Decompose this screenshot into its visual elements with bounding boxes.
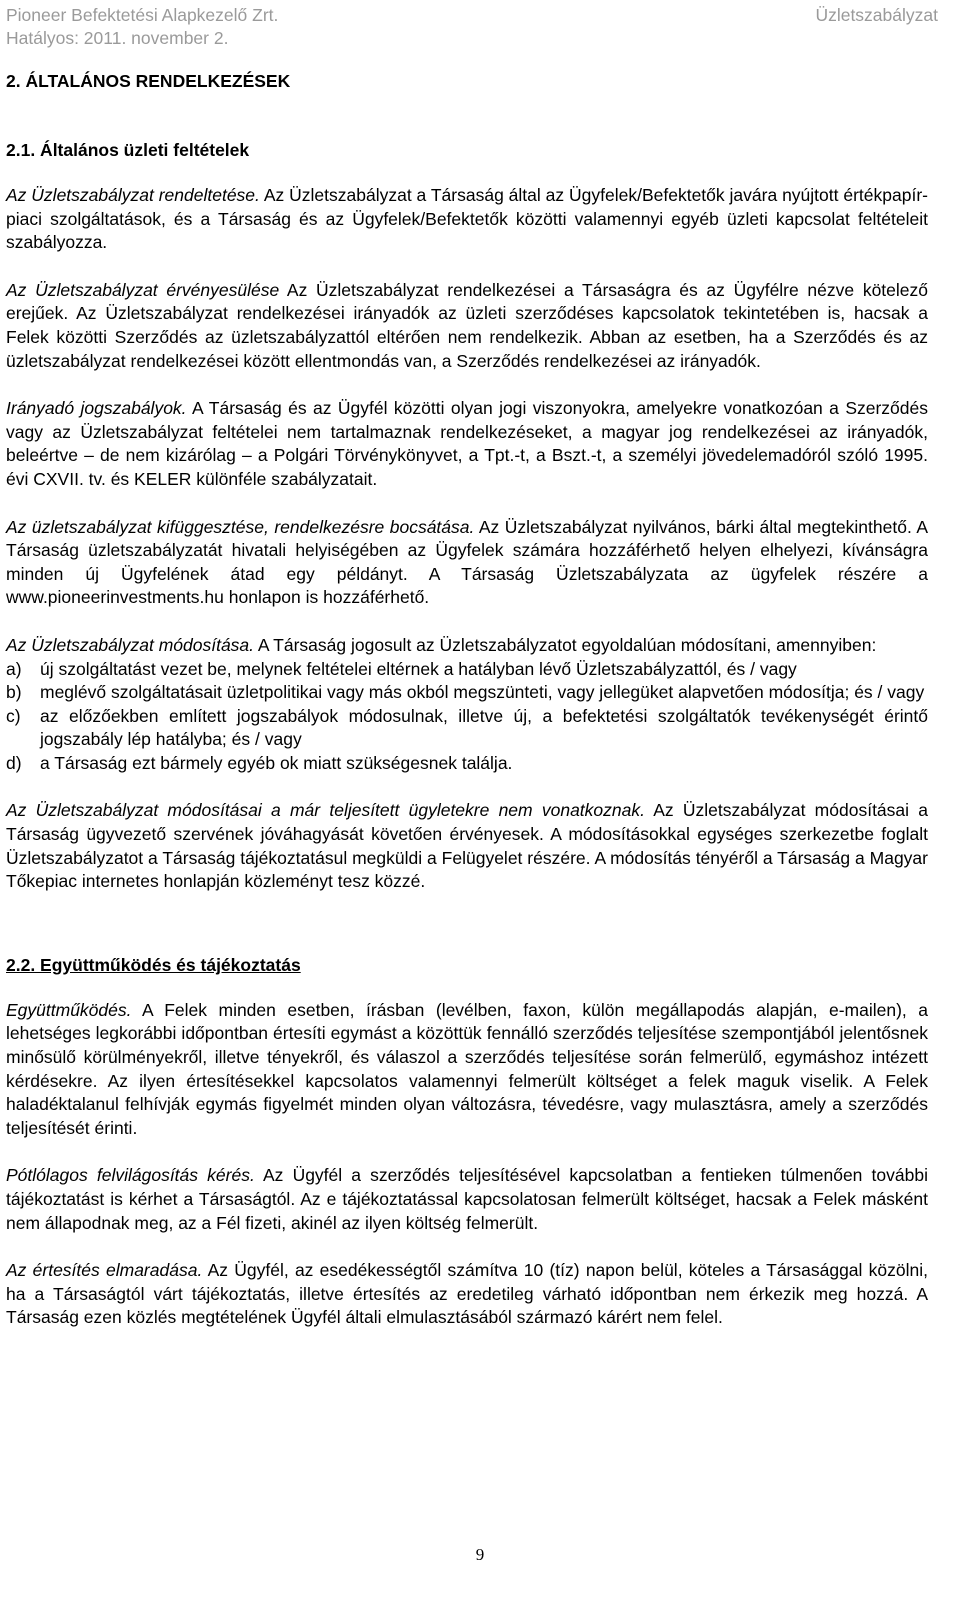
effective-date: Hatályos: 2011. november 2. xyxy=(6,28,229,48)
header-line-1 xyxy=(6,4,938,26)
paragraph-ervenyesulese xyxy=(6,279,928,373)
paragraph-text: Az Üzletszabályzat rendelkezései a Társaságra és az Ügyfélre nézve kötelező erejűek. Az Üzletszabályzat rendelkezései irányadók az üzleti szerződéses kapcsolatok tekintetében is, hacsak a Felek közötti Szerződés az üzletszabályzattól eltérően nem rendelkezik. Abban az esetben, ha a Szerződés és az üzletszabályzat rendelkezései között ellentmondás van, a Szerződés rendelkezései az irányadók. xyxy=(6,279,929,371)
paragraph-potlolagos xyxy=(6,1164,928,1235)
paragraph-text: Az Ügyfél, az esedékességtől számítva 10 (tíz) napon belül, köteles a Társasággal közölni, ha a Társaságtól várt tájékoztatás, illetve értesítés az eredetileg várható időpontban nem érkezik meg hozzá. A Társaság ezen közlés megtételének Ügyfél általi elmulasztásából származó kárért nem felel. xyxy=(6,1260,928,1328)
paragraph-lead: Együttműködés. xyxy=(6,999,132,1020)
subsection-title-2-1: 2.1. Általános üzleti feltételek xyxy=(6,140,250,160)
paragraph-text: Az Ügyfél a szerződés teljesítésével kapcsolatban a fentieken túlmenően további tájékoztatást is kérhet a Társaságtól. Az e tájékoztatással kapcsolatosan felmerült költséget, hacsak a Felek másként nem állapodnak meg, az a Fél fizeti, akinél az ilyen költség felmerült. xyxy=(6,1165,928,1233)
paragraph-ertesites-elmaradasa xyxy=(6,1259,928,1330)
list-marker: c) xyxy=(6,705,21,726)
modification-list xyxy=(6,658,928,776)
section-title: 2. ÁLTALÁNOS RENDELKEZÉSEK xyxy=(6,71,291,91)
paragraph-lead: Az Üzletszabályzat érvényesülése xyxy=(6,279,280,300)
paragraph-lead: Az Üzletszabályzat módosításai a már teljesített ügyletekre nem vonatkoznak. xyxy=(6,800,645,821)
list-text: a Társaság ezt bármely egyéb ok miatt szükségesnek találja. xyxy=(40,752,513,773)
list-text: új szolgáltatást vezet be, melynek feltételei eltérnek a hatályban lévő Üzletszabályzattól, és / vagy xyxy=(40,658,797,679)
paragraph-iranyado xyxy=(6,397,928,491)
paragraph-modositasa xyxy=(6,634,928,658)
paragraph-lead: Az Üzletszabályzat rendeltetése. xyxy=(6,185,260,205)
page-header xyxy=(0,0,960,50)
paragraph-text: A Felek minden esetben, írásban (levélben, faxon, külön megállapodás alapján, e-mailen), a lehetséges legkorábbi időpontban értesíti egymást a közöttük fennálló szerződés teljesítése szempontjából jelentősnek minősülő körülményekről, illetve tényekről, és válaszol a szerződés teljesítése során felmerülő, egymáshoz intézett kérdésekre. Az ilyen értesítésekkel kapcsolatos valamennyi felmerült költséget a felek maguk viselik. A Felek haladéktalanul felhívják egymás figyelmét minden olyan változásra, tévedésre, vagy mulasztásra, amely a szerződés teljesítését érinti. xyxy=(6,999,928,1138)
list-item xyxy=(6,681,928,705)
paragraph-lead: Az értesítés elmaradása. xyxy=(6,1260,203,1281)
paragraph-lead: Az Üzletszabályzat módosítása. xyxy=(6,634,255,655)
list-marker: d) xyxy=(6,752,22,773)
paragraph-lead: Pótlólagos felvilágosítás kérés. xyxy=(6,1165,255,1186)
paragraph-lead: Irányadó jogszabályok. xyxy=(6,398,187,419)
list-text: az előzőekben említett jogszabályok módosulnak, illetve új, a befektetési szolgáltatók tevékenységét érintő jogszabály lép hatályba; és / vagy xyxy=(40,705,928,750)
list-marker: b) xyxy=(6,682,22,703)
paragraph-lead: Az üzletszabályzat kifüggesztése, rendelkezésre bocsátása. xyxy=(6,516,475,537)
paragraph-text: A Társaság jogosult az Üzletszabályzatot egyoldalúan módosítani, amennyiben: xyxy=(254,634,877,655)
list-item xyxy=(6,705,928,752)
paragraph-kifuggesztese xyxy=(6,516,928,610)
paragraph-text: Az Üzletszabályzat nyilvános, bárki által megtekinthető. A Társaság üzletszabályzatát hivatali helyiségében az Ügyfelek számára hozzáférhető helyen elhelyezi, kívánságra minden új Ügyfelének átad egy példányt. A Társaság Üzletszabályzata az ügyfelek részére a www.pioneerinvestments.hu honlapon is hozzáférhető. xyxy=(6,516,928,608)
paragraph-text: Az Üzletszabályzat módosításai a Társaság ügyvezető szervének jóváhagyását követően érvényesek. A módosításokkal egységes szerkezetbe foglalt Üzletszabályzatot a Társaság tájékoztatásul megküldi a Felügyelet részére. A módosítás tényéről a Társaság a Magyar Tőkepiac internetes honlapján közleményt tesz közzé. xyxy=(6,800,928,892)
header-line-2 xyxy=(6,27,938,49)
list-marker: a) xyxy=(6,658,22,679)
subsection-title-2-2: 2.2. Együttműködés és tájékoztatás xyxy=(6,954,301,975)
company-name: Pioneer Befektetési Alapkezelő Zrt. xyxy=(6,5,279,25)
paragraph-modositasok-hatalya xyxy=(6,799,928,893)
list-item xyxy=(6,658,928,682)
page-number: 9 xyxy=(475,1545,485,1564)
document-title: Üzletszabályzat xyxy=(815,5,938,25)
list-item xyxy=(6,752,928,776)
paragraph-text: A Társaság és az Ügyfél közötti olyan jogi viszonyokra, amelyekre vonatkozóan a Szerződés vagy az Üzletszabályzat feltételei nem tartalmaznak rendelkezéseket, a magyar jog rendelkezései az irányadók, beleértve – de nem kizárólag – a Polgári Törvénykönyvet, a Tpt.-t, a Bszt.-t, a személyi jövedelemadóról szóló 1995. évi CXVII. tv. és KELER különféle szabályzatait. xyxy=(6,398,928,489)
paragraph-egyuttmukodes xyxy=(6,999,928,1141)
paragraph-text: Az Üzletszabályzat a Társaság által az Ügyfelek/Befektetők javára nyújtott értékpapír-piaci szolgáltatások, és a Társaság és az Ügyfelek/Befektetők közötti valamennyi egyéb üzleti kapcsolat feltételeit szabályozza. xyxy=(6,185,928,253)
list-text: meglévő szolgáltatásait üzletpolitikai vagy más okból megszünteti, vagy jellegüket alapvetően módosítja; és / vagy xyxy=(40,682,925,703)
document-body xyxy=(6,70,928,1330)
paragraph-rendeltetese xyxy=(6,184,928,255)
